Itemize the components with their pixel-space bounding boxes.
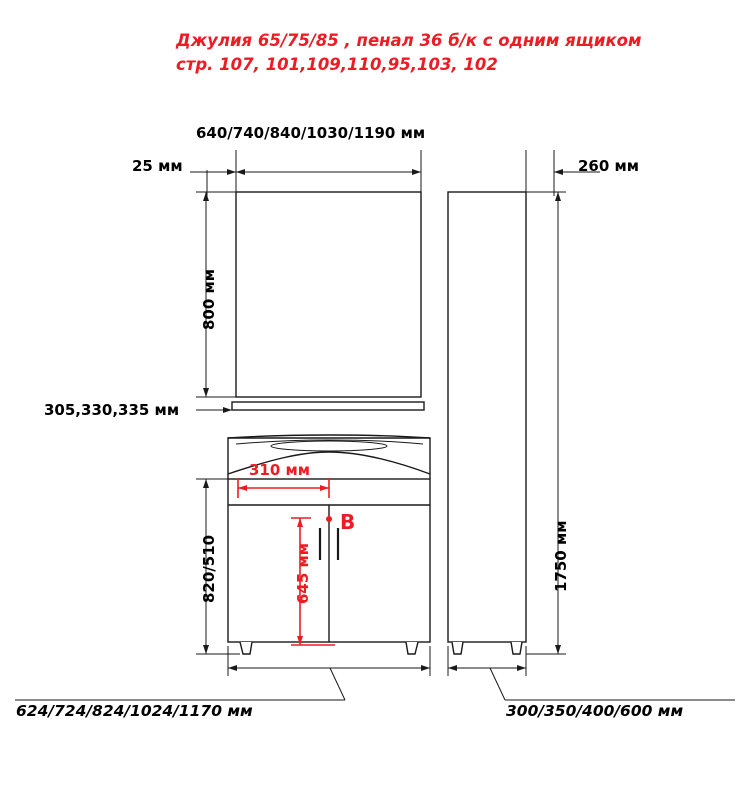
dim-left-offset: 25 мм [132, 157, 183, 175]
light-bar [232, 402, 424, 410]
dim-pencil-width: 300/350/400/600 мм [506, 702, 684, 720]
pencil-column [448, 192, 526, 642]
dim-bottom-width: 624/724/824/1024/1170 мм [16, 702, 253, 720]
dim-mirror-height: 800 мм [200, 268, 218, 330]
mirror-panel [236, 192, 421, 397]
dim-pencil-height: 1750 мм [552, 520, 570, 592]
dim-pencil-depth: 260 мм [578, 157, 640, 175]
mount-point-marker [326, 516, 332, 522]
dim-cabinet-height: 820/510 [200, 534, 218, 603]
dim-top-width: 640/740/840/1030/1190 мм [196, 124, 426, 142]
dim-shelf-widths: 305,330,335 мм [44, 401, 180, 419]
dim-handle-width: 310 мм [249, 461, 311, 479]
mount-point-label: B [340, 510, 356, 534]
dim-handle-height: 645 мм [294, 542, 312, 604]
title-line-2: стр. 107, 101,109,110,95,103, 102 [176, 55, 498, 74]
title-line-1: Джулия 65/75/85 , пенал 36 б/к с одним ящиком [176, 31, 642, 50]
